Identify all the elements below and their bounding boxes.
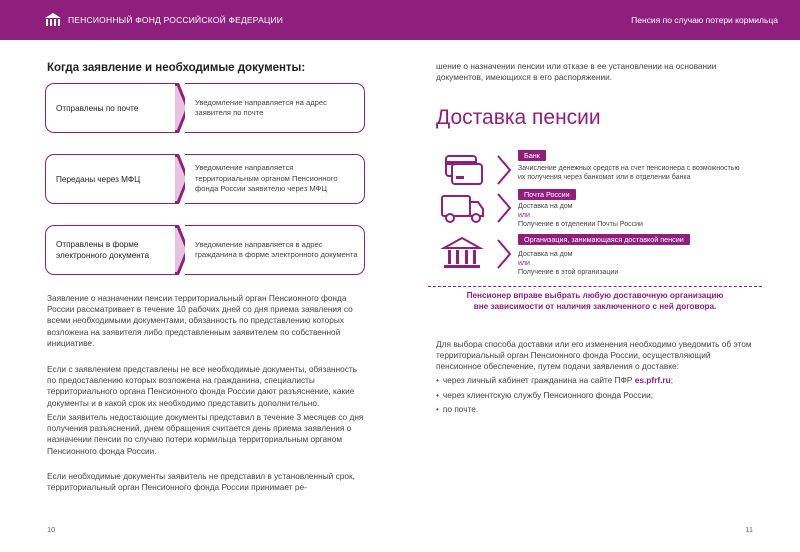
step-label: Отправлены по почте [45,83,175,133]
list-item-text: через личный кабинет гражданина на сайте ПФР [442,375,635,385]
step-row-electronic [45,225,365,275]
list-item [436,375,758,386]
list-item-text: по почте. [442,404,479,414]
list-item-text: через клиентскую службу Пенсионного фонда России; [442,390,654,400]
header-bar [0,0,800,40]
delivery-note-line: Пенсионер вправе выбрать любую доставочную организацию [466,291,724,300]
bank-card-icon [438,152,486,188]
page-number-left: 10 [47,525,56,534]
paragraph: Заявление о назначении пенсии территориальный орган Пенсионного фонда России рассматривает в течение 10 рабочих дней со дня приема заявления со всеми необходимыми документами, обязанность по представлению которых возложена на заявителя либо представленным заявителем по собственной инициативе. [47,293,353,348]
delivery-line: Получение в этой организации [518,269,619,276]
delivery-options [428,142,762,324]
delivery-line: Доставка на дом [518,251,573,258]
org-name: ПЕНСИОННЫЙ ФОНД РОССИЙСКОЙ ФЕДЕРАЦИИ [68,15,284,25]
page-number-right: 11 [745,525,753,534]
arrow-right-icon [496,190,516,226]
step-label: Переданы через МФЦ [45,154,175,204]
pfr-site-link[interactable]: es.pfrf.ru [634,375,671,385]
paragraph: Если заявитель недостающие документы представил в течение 3 месяцев со дня получения разъяснений, днем обращения считается день приема заявления о назначении пенсии по случаю потери кормильца территориальным органом Пенсионного фонда России. [47,412,364,456]
step-row-mail [45,83,365,133]
delivery-note [428,290,762,312]
step-desc: Уведомление направляется в адрес гражданина в форме электронного документа [185,225,365,275]
right-heading: Доставка пенсии [436,106,601,129]
pfr-logo-icon [44,12,62,28]
step-desc: Уведомление направляется территориальным органом Пенсионного фонда России заявителю через МФЦ [185,154,365,204]
delivery-note-line: вне зависимости от наличия заключенного с ней договора. [473,302,717,311]
list-item-tail: ; [670,375,674,385]
list-item [436,404,758,415]
delivery-line: их получения через банкомат или в отделении банка [518,174,691,181]
paragraph: шение о назначении пенсии или отказе в ее установлении на основании документов, имеющихся в его распоряжении. [436,61,717,83]
step-desc: Уведомление направляется на адрес заявителя по почте [185,83,365,133]
left-heading: Когда заявление и необходимые документы: [47,62,306,74]
list-item [436,390,758,401]
delivery-line: Доставка на дом [518,203,573,210]
truck-icon [438,190,486,226]
tag-post: Почта России [518,189,576,200]
bullet-icon: • [436,375,439,385]
section-title: Пенсия по случаю потери кормильца [631,15,778,25]
step-row-mfc [45,154,365,204]
delivery-line: Получение в отделении Почты России [518,221,643,228]
arrow-right-icon [496,236,516,272]
delivery-or: или [518,212,530,219]
tag-organization: Организация, занимающаяся доставкой пенсии [518,234,690,245]
paragraph: Если необходимые документы заявитель не представил в установленный срок, территориальный орган Пенсионного фонда России принимает ре- [47,471,355,493]
paragraph: Если с заявлением представлены не все необходимые документы, обязанность по предоставлению которых возложена на гражданина, специалисты территориального органа Пенсионного фонда России дают разъяснение, какие документы и в какой срок их необходимо представить дополнительно. [47,364,357,408]
step-label: Отправлены в форме электронного документа [45,225,175,275]
paragraph: Для выбора способа доставки или его изменения необходимо уведомить об этом территориальный орган Пенсионного фонда России, осуществляющий пенсионное обеспечение, путем подачи заявления о доставке: [436,339,752,372]
tag-bank: Банк [518,150,546,161]
arrow-right-icon [496,152,516,188]
delivery-line: Зачисление денежных средств на счет пенсионера с возможностью [518,165,740,172]
building-icon [438,236,486,272]
bullet-icon: • [436,390,439,400]
delivery-or: или [518,260,530,267]
bullet-icon: • [436,404,439,414]
